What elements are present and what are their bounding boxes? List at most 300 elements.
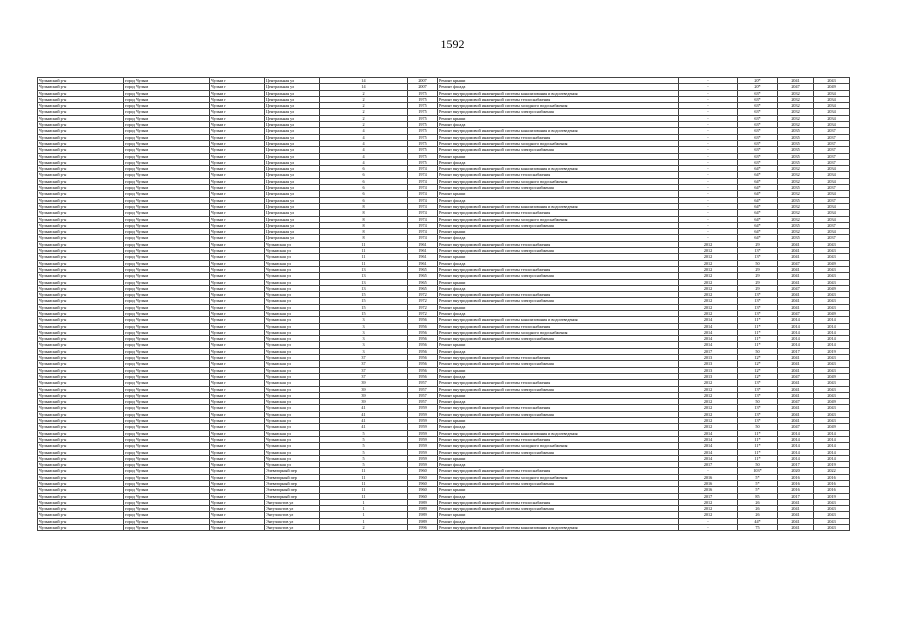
cell-house-number: 11 [320, 254, 408, 260]
cell-house-number: 14 [320, 78, 408, 84]
cell-city: город Чулым [124, 96, 210, 102]
cell-settlement: Чулым г [210, 392, 265, 398]
cell-plan-end: 2043 [814, 304, 850, 310]
cell-plan-end: 2043 [814, 411, 850, 417]
cell-plan-end: 2043 [814, 355, 850, 361]
cell-city: город Чулым [124, 304, 210, 310]
cell-city: город Чулым [124, 109, 210, 115]
cell-completed-year: - [679, 103, 738, 109]
cell-completed-year: - [679, 178, 738, 184]
cell-build-year: 2007 [408, 78, 438, 84]
cell-city: город Чулым [124, 342, 210, 348]
cell-settlement: Чулым г [210, 222, 265, 228]
cell-wear-percent: 13* [738, 254, 778, 260]
cell-street: Чулымская ул [265, 449, 320, 455]
cell-city: город Чулым [124, 216, 210, 222]
cell-house-number: 3 [320, 348, 408, 354]
cell-wear-percent: 12* [738, 373, 778, 379]
cell-plan-end: 2043 [814, 298, 850, 304]
cell-settlement: Чулым г [210, 96, 265, 102]
cell-district: Чулымский р-н [38, 260, 124, 266]
cell-settlement: Чулым г [210, 254, 265, 260]
cell-street: Центральная ул [265, 84, 320, 90]
cell-plan-start: 2020 [778, 468, 814, 474]
cell-plan-start: 2041 [778, 525, 814, 531]
cell-house-number: 2 [320, 96, 408, 102]
cell-completed-year: - [679, 84, 738, 90]
cell-district: Чулымский р-н [38, 109, 124, 115]
cell-city: город Чулым [124, 285, 210, 291]
cell-district: Чулымский р-н [38, 317, 124, 323]
cell-settlement: Чулым г [210, 525, 265, 531]
cell-house-number: 2 [320, 525, 408, 531]
cell-house-number: 41 [320, 418, 408, 424]
cell-plan-end: 2016 [814, 487, 850, 493]
cell-city: город Чулым [124, 468, 210, 474]
cell-district: Чулымский р-н [38, 380, 124, 386]
cell-build-year: 1974 [408, 185, 438, 191]
cell-city: город Чулым [124, 499, 210, 505]
cell-plan-end: 2034 [814, 115, 850, 121]
cell-completed-year: 2012 [679, 292, 738, 298]
cell-district: Чулымский р-н [38, 279, 124, 285]
cell-completed-year: - [679, 235, 738, 241]
cell-plan-start: 2014 [778, 436, 814, 442]
cell-house-number: 5 [320, 462, 408, 468]
cell-build-year: 1975 [408, 147, 438, 153]
cell-district: Чулымский р-н [38, 235, 124, 241]
cell-house-number: 4 [320, 134, 408, 140]
cell-wear-percent: 75 [738, 525, 778, 531]
cell-settlement: Чулым г [210, 248, 265, 254]
cell-street: Элеваторный пер [265, 481, 320, 487]
cell-plan-end: 2034 [814, 90, 850, 96]
cell-plan-end: 2034 [814, 96, 850, 102]
cell-build-year: 1974 [408, 235, 438, 241]
cell-district: Чулымский р-н [38, 153, 124, 159]
cell-district: Чулымский р-н [38, 443, 124, 449]
cell-completed-year: 2012 [679, 248, 738, 254]
cell-settlement: Чулым г [210, 310, 265, 316]
cell-build-year: 1957 [408, 399, 438, 405]
cell-work-type: Ремонт внутридомовой инженерной системы канализования и водоотведения [438, 128, 679, 134]
cell-work-type: Ремонт крыши [438, 279, 679, 285]
cell-street: Чулымская ул [265, 279, 320, 285]
cell-completed-year: 2012 [679, 260, 738, 266]
cell-plan-start: 2014 [778, 449, 814, 455]
cell-street: Чулымская ул [265, 266, 320, 272]
cell-completed-year: 2017 [679, 462, 738, 468]
cell-street: Чулымская ул [265, 310, 320, 316]
cell-house-number: 5 [320, 436, 408, 442]
cell-plan-start: 2014 [778, 430, 814, 436]
cell-plan-end: 2043 [814, 361, 850, 367]
cell-city: город Чулым [124, 424, 210, 430]
cell-plan-end: 2034 [814, 109, 850, 115]
cell-settlement: Чулым г [210, 411, 265, 417]
cell-build-year: 1965 [408, 273, 438, 279]
cell-wear-percent: 11* [738, 342, 778, 348]
cell-city: город Чулым [124, 78, 210, 84]
cell-house-number: 11 [320, 493, 408, 499]
cell-build-year: 1959 [408, 436, 438, 442]
cell-plan-start: 2035 [778, 159, 814, 165]
cell-wear-percent: 63* [738, 115, 778, 121]
cell-work-type: Ремонт внутридомовой инженерной системы электроснабжения [438, 481, 679, 487]
cell-work-type: Ремонт крыши [438, 342, 679, 348]
cell-house-number: 8 [320, 222, 408, 228]
cell-work-type: Ремонт внутридомовой инженерной системы теплоснабжения [438, 323, 679, 329]
cell-house-number: 2 [320, 103, 408, 109]
cell-settlement: Чулым г [210, 512, 265, 518]
cell-street: Чулымская ул [265, 260, 320, 266]
cell-build-year: 1956 [408, 342, 438, 348]
cell-plan-end: 2049 [814, 373, 850, 379]
cell-district: Чулымский р-н [38, 348, 124, 354]
cell-plan-end: 2019 [814, 462, 850, 468]
cell-house-number: 1 [320, 518, 408, 524]
cell-city: город Чулым [124, 487, 210, 493]
cell-city: город Чулым [124, 153, 210, 159]
cell-plan-end: 2037 [814, 235, 850, 241]
cell-street: Элеваторный пер [265, 468, 320, 474]
cell-build-year: 1960 [408, 487, 438, 493]
cell-work-type: Ремонт фасада [438, 285, 679, 291]
cell-district: Чулымский р-н [38, 273, 124, 279]
cell-city: город Чулым [124, 348, 210, 354]
cell-street: Центральная ул [265, 191, 320, 197]
cell-plan-start: 2032 [778, 172, 814, 178]
cell-city: город Чулым [124, 254, 210, 260]
cell-work-type: Ремонт внутридомовой инженерной системы теплоснабжения [438, 96, 679, 102]
cell-plan-end: 2043 [814, 241, 850, 247]
cell-city: город Чулым [124, 134, 210, 140]
cell-city: город Чулым [124, 399, 210, 405]
cell-plan-start: 2014 [778, 336, 814, 342]
cell-completed-year: - [679, 210, 738, 216]
cell-plan-end: 2037 [814, 222, 850, 228]
cell-plan-end: 2037 [814, 147, 850, 153]
cell-completed-year: - [679, 90, 738, 96]
cell-house-number: 5 [320, 449, 408, 455]
cell-plan-end: 2034 [814, 178, 850, 184]
cell-completed-year: 2012 [679, 304, 738, 310]
cell-district: Чулымский р-н [38, 185, 124, 191]
cell-city: город Чулым [124, 210, 210, 216]
cell-street: Чулымская ул [265, 392, 320, 398]
cell-build-year: 1975 [408, 103, 438, 109]
cell-plan-start: 2032 [778, 210, 814, 216]
cell-settlement: Чулым г [210, 103, 265, 109]
cell-house-number: 3 [320, 317, 408, 323]
cell-settlement: Чулым г [210, 336, 265, 342]
cell-work-type: Ремонт внутридомовой инженерной системы электроснабжения [438, 449, 679, 455]
cell-city: город Чулым [124, 122, 210, 128]
cell-wear-percent: 64* [738, 216, 778, 222]
cell-wear-percent: 63* [738, 109, 778, 115]
cell-district: Чулымский р-н [38, 210, 124, 216]
cell-house-number: 37 [320, 367, 408, 373]
cell-house-number: 4 [320, 153, 408, 159]
cell-street: Центральная ул [265, 90, 320, 96]
cell-district: Чулымский р-н [38, 248, 124, 254]
cell-completed-year: - [679, 159, 738, 165]
cell-build-year: 1972 [408, 292, 438, 298]
cell-work-type: Ремонт фасада [438, 197, 679, 203]
cell-completed-year: 2012 [679, 512, 738, 518]
cell-build-year: 1961 [408, 248, 438, 254]
cell-build-year: 1959 [408, 424, 438, 430]
cell-completed-year: 2012 [679, 424, 738, 430]
cell-city: город Чулым [124, 172, 210, 178]
cell-district: Чулымский р-н [38, 216, 124, 222]
cell-street: Чулымская ул [265, 342, 320, 348]
cell-build-year: 1956 [408, 348, 438, 354]
cell-build-year: 1975 [408, 140, 438, 146]
cell-district: Чулымский р-н [38, 430, 124, 436]
cell-build-year: 1975 [408, 115, 438, 121]
cell-completed-year: 2014 [679, 455, 738, 461]
cell-build-year: 1996 [408, 525, 438, 531]
cell-plan-start: 2041 [778, 411, 814, 417]
cell-wear-percent: 44* [738, 518, 778, 524]
cell-plan-start: 2041 [778, 279, 814, 285]
cell-settlement: Чулым г [210, 348, 265, 354]
cell-district: Чулымский р-н [38, 84, 124, 90]
cell-plan-start: 2041 [778, 292, 814, 298]
cell-wear-percent: 50 [738, 399, 778, 405]
cell-plan-end: 2037 [814, 153, 850, 159]
cell-completed-year: - [679, 518, 738, 524]
cell-house-number: 37 [320, 373, 408, 379]
cell-completed-year: - [679, 229, 738, 235]
cell-street: Элеваторный пер [265, 474, 320, 480]
cell-completed-year: 2012 [679, 386, 738, 392]
cell-work-type: Ремонт фасада [438, 462, 679, 468]
cell-house-number: 15 [320, 298, 408, 304]
cell-settlement: Чулым г [210, 474, 265, 480]
cell-plan-end: 2014 [814, 317, 850, 323]
cell-city: город Чулым [124, 229, 210, 235]
cell-district: Чулымский р-н [38, 241, 124, 247]
cell-district: Чулымский р-н [38, 481, 124, 487]
cell-build-year: 1975 [408, 96, 438, 102]
cell-city: город Чулым [124, 336, 210, 342]
cell-settlement: Чулым г [210, 367, 265, 373]
cell-district: Чулымский р-н [38, 203, 124, 209]
cell-wear-percent: 50 [738, 260, 778, 266]
cell-district: Чулымский р-н [38, 122, 124, 128]
cell-build-year: 1974 [408, 178, 438, 184]
cell-district: Чулымский р-н [38, 462, 124, 468]
cell-settlement: Чулым г [210, 216, 265, 222]
cell-settlement: Чулым г [210, 304, 265, 310]
cell-house-number: 8 [320, 235, 408, 241]
cell-house-number: 6 [320, 166, 408, 172]
cell-wear-percent: 13* [738, 298, 778, 304]
cell-build-year: 1957 [408, 392, 438, 398]
cell-settlement: Чулым г [210, 147, 265, 153]
cell-house-number: 6 [320, 191, 408, 197]
cell-city: город Чулым [124, 197, 210, 203]
cell-work-type: Ремонт крыши [438, 115, 679, 121]
cell-plan-start: 2041 [778, 254, 814, 260]
cell-settlement: Чулым г [210, 292, 265, 298]
cell-city: город Чулым [124, 310, 210, 316]
cell-house-number: 39 [320, 399, 408, 405]
cell-street: Центральная ул [265, 134, 320, 140]
cell-work-type: Ремонт внутридомовой инженерной системы канализования и водоотведения [438, 90, 679, 96]
cell-settlement: Чулым г [210, 386, 265, 392]
cell-build-year: 1960 [408, 481, 438, 487]
cell-plan-end: 2034 [814, 122, 850, 128]
cell-plan-end: 2019 [814, 348, 850, 354]
cell-street: Энтузиастов ул [265, 512, 320, 518]
cell-build-year: 1959 [408, 449, 438, 455]
cell-plan-end: 2034 [814, 166, 850, 172]
cell-district: Чулымский р-н [38, 96, 124, 102]
cell-district: Чулымский р-н [38, 197, 124, 203]
cell-work-type: Ремонт внутридомовой инженерной системы электроснабжения [438, 336, 679, 342]
cell-plan-end: 2034 [814, 229, 850, 235]
cell-district: Чулымский р-н [38, 336, 124, 342]
cell-wear-percent: 29 [738, 266, 778, 272]
cell-build-year: 1974 [408, 203, 438, 209]
cell-build-year: 1959 [408, 455, 438, 461]
cell-city: город Чулым [124, 361, 210, 367]
cell-settlement: Чулым г [210, 468, 265, 474]
cell-work-type: Ремонт внутридомовой инженерной системы теплоснабжения [438, 241, 679, 247]
cell-district: Чулымский р-н [38, 487, 124, 493]
cell-plan-end: 2043 [814, 525, 850, 531]
cell-build-year: 1974 [408, 166, 438, 172]
cell-completed-year: 2012 [679, 411, 738, 417]
cell-build-year: 1956 [408, 373, 438, 379]
cell-wear-percent: 63* [738, 96, 778, 102]
cell-house-number: 6 [320, 185, 408, 191]
cell-district: Чулымский р-н [38, 134, 124, 140]
cell-plan-start: 2041 [778, 380, 814, 386]
cell-wear-percent: 13* [738, 310, 778, 316]
cell-wear-percent: 85 [738, 493, 778, 499]
cell-settlement: Чулым г [210, 285, 265, 291]
cell-completed-year: 2014 [679, 436, 738, 442]
cell-settlement: Чулым г [210, 229, 265, 235]
cell-build-year: 1965 [408, 285, 438, 291]
cell-district: Чулымский р-н [38, 78, 124, 84]
cell-plan-start: 2041 [778, 418, 814, 424]
cell-work-type: Ремонт внутридомовой инженерной системы теплоснабжения [438, 134, 679, 140]
cell-plan-end: 2043 [814, 380, 850, 386]
cell-plan-end: 2014 [814, 449, 850, 455]
cell-plan-start: 2041 [778, 361, 814, 367]
cell-settlement: Чулым г [210, 493, 265, 499]
cell-wear-percent: 63* [738, 153, 778, 159]
cell-plan-end: 2043 [814, 273, 850, 279]
cell-settlement: Чулым г [210, 128, 265, 134]
cell-work-type: Ремонт внутридомовой инженерной системы электроснабжения [438, 298, 679, 304]
cell-plan-start: 2041 [778, 304, 814, 310]
cell-settlement: Чулым г [210, 134, 265, 140]
cell-district: Чулымский р-н [38, 493, 124, 499]
cell-street: Чулымская ул [265, 455, 320, 461]
cell-build-year: 1956 [408, 336, 438, 342]
cell-completed-year: 2014 [679, 449, 738, 455]
cell-street: Чулымская ул [265, 304, 320, 310]
cell-wear-percent: 11* [738, 449, 778, 455]
cell-build-year: 1957 [408, 386, 438, 392]
cell-wear-percent: 5* [738, 481, 778, 487]
cell-house-number: 4 [320, 159, 408, 165]
cell-wear-percent: 5* [738, 487, 778, 493]
cell-plan-start: 2041 [778, 386, 814, 392]
cell-work-type: Ремонт фасада [438, 260, 679, 266]
cell-house-number: 2 [320, 122, 408, 128]
cell-plan-start: 2035 [778, 235, 814, 241]
cell-build-year: 1975 [408, 128, 438, 134]
cell-plan-start: 2016 [778, 481, 814, 487]
cell-work-type: Ремонт крыши [438, 367, 679, 373]
cell-plan-start: 2032 [778, 122, 814, 128]
cell-plan-end: 2049 [814, 260, 850, 266]
cell-house-number: 14 [320, 84, 408, 90]
cell-plan-end: 2037 [814, 185, 850, 191]
cell-work-type: Ремонт внутридомовой инженерной системы электроснабжения [438, 222, 679, 228]
cell-wear-percent: 64* [738, 229, 778, 235]
cell-city: город Чулым [124, 455, 210, 461]
cell-settlement: Чулым г [210, 424, 265, 430]
cell-build-year: 1956 [408, 361, 438, 367]
cell-build-year: 1975 [408, 159, 438, 165]
cell-wear-percent: 11* [738, 455, 778, 461]
table-row [38, 525, 850, 531]
cell-plan-start: 2041 [778, 367, 814, 373]
cell-settlement: Чулым г [210, 323, 265, 329]
cell-plan-end: 2037 [814, 159, 850, 165]
cell-completed-year: 2013 [679, 361, 738, 367]
cell-build-year: 1956 [408, 329, 438, 335]
cell-settlement: Чулым г [210, 430, 265, 436]
cell-street: Чулымская ул [265, 418, 320, 424]
cell-completed-year: 2016 [679, 487, 738, 493]
cell-district: Чулымский р-н [38, 128, 124, 134]
cell-settlement: Чулым г [210, 191, 265, 197]
cell-house-number: 13 [320, 266, 408, 272]
cell-settlement: Чулым г [210, 329, 265, 335]
cell-street: Чулымская ул [265, 411, 320, 417]
cell-plan-start: 2041 [778, 266, 814, 272]
cell-plan-end: 2043 [814, 248, 850, 254]
cell-street: Чулымская ул [265, 329, 320, 335]
repair-register-table [37, 77, 850, 531]
cell-build-year: 1961 [408, 254, 438, 260]
cell-completed-year: 2017 [679, 348, 738, 354]
cell-plan-end: 2037 [814, 128, 850, 134]
cell-street: Чулымская ул [265, 292, 320, 298]
cell-settlement: Чулым г [210, 241, 265, 247]
cell-build-year: 1956 [408, 323, 438, 329]
cell-district: Чулымский р-н [38, 424, 124, 430]
cell-house-number: 1 [320, 512, 408, 518]
cell-build-year: 1956 [408, 355, 438, 361]
cell-completed-year: 2012 [679, 399, 738, 405]
cell-build-year: 1972 [408, 310, 438, 316]
cell-settlement: Чулым г [210, 436, 265, 442]
cell-city: город Чулым [124, 474, 210, 480]
cell-street: Чулымская ул [265, 355, 320, 361]
cell-house-number: 39 [320, 392, 408, 398]
cell-wear-percent: 13* [738, 411, 778, 417]
